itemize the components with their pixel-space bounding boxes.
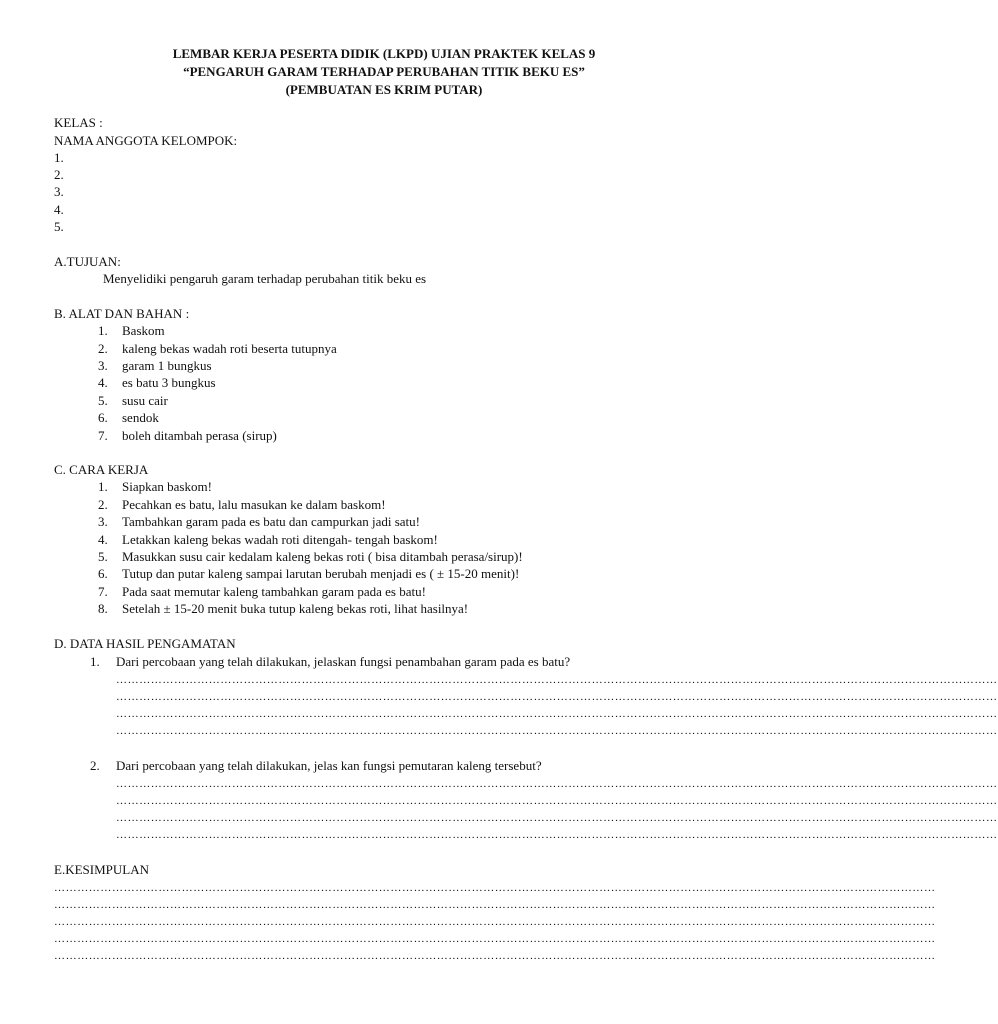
list-item: garam 1 bungkus [122, 358, 212, 373]
list-number: 6. [98, 566, 108, 581]
answer-line[interactable]: ………………………………………………………………………………………………………………………………………………………………………………………………………… [54, 916, 936, 928]
list-item: sendok [122, 410, 159, 425]
doc-title-line3: (PEMBUATAN ES KRIM PUTAR) [285, 82, 483, 97]
list-item: es batu 3 bungkus [122, 375, 216, 390]
question-number: 1. [90, 654, 100, 669]
list-item: Tambahkan garam pada es batu dan campurkan jadi satu! [122, 514, 420, 529]
list-item: Siapkan baskom! [122, 479, 212, 494]
answer-line[interactable]: ………………………………………………………………………………………………………………………………………………………………………………………………………… [116, 725, 998, 737]
answer-line[interactable]: ………………………………………………………………………………………………………………………………………………………………………………………………………… [116, 708, 998, 720]
list-item: Baskom [122, 323, 165, 338]
question-number: 2. [90, 758, 100, 773]
kelas-label: KELAS : [54, 115, 103, 130]
answer-line[interactable]: ………………………………………………………………………………………………………………………………………………………………………………………………………… [54, 950, 936, 962]
anggota-label: NAMA ANGGOTA KELOMPOK: [54, 133, 238, 148]
answer-line[interactable]: ………………………………………………………………………………………………………………………………………………………………………………………………………… [54, 933, 936, 945]
alat-heading: B. ALAT DAN BAHAN : [54, 306, 190, 321]
list-item: kaleng bekas wadah roti beserta tutupnya [122, 341, 337, 356]
list-item: Pecahkan es batu, lalu masukan ke dalam baskom! [122, 497, 386, 512]
list-item: boleh ditambah perasa (sirup) [122, 428, 277, 443]
anggota-number: 4. [54, 202, 64, 217]
kesimpulan-heading: E.KESIMPULAN [54, 862, 149, 877]
list-number: 8. [98, 601, 108, 616]
list-number: 5. [98, 549, 108, 564]
list-item: Tutup dan putar kaleng sampai larutan berubah menjadi es ( ± 15-20 menit)! [122, 566, 520, 581]
list-number: 1. [98, 323, 108, 338]
answer-line[interactable]: ………………………………………………………………………………………………………………………………………………………………………………………………………… [116, 812, 998, 824]
list-number: 3. [98, 514, 108, 529]
answer-line[interactable]: ………………………………………………………………………………………………………………………………………………………………………………………………………… [116, 829, 998, 841]
anggota-number: 1. [54, 150, 64, 165]
list-number: 4. [98, 532, 108, 547]
list-number: 4. [98, 375, 108, 390]
tujuan-heading: A.TUJUAN: [54, 254, 121, 269]
list-number: 3. [98, 358, 108, 373]
question-text: Dari percobaan yang telah dilakukan, jelaskan fungsi penambahan garam pada es batu? [116, 654, 571, 669]
list-number: 2. [98, 497, 108, 512]
answer-line[interactable]: ………………………………………………………………………………………………………………………………………………………………………………………………………… [116, 674, 998, 686]
doc-title-line2: “PENGARUH GARAM TERHADAP PERUBAHAN TITIK BEKU ES” [183, 64, 585, 79]
list-item: susu cair [122, 393, 168, 408]
list-number: 7. [98, 428, 108, 443]
list-number: 2. [98, 341, 108, 356]
list-item: Masukkan susu cair kedalam kaleng bekas roti ( bisa ditambah perasa/sirup)! [122, 549, 523, 564]
answer-line[interactable]: ………………………………………………………………………………………………………………………………………………………………………………………………………… [116, 795, 998, 807]
anggota-number: 5. [54, 219, 64, 234]
question-text: Dari percobaan yang telah dilakukan, jelas kan fungsi pemutaran kaleng tersebut? [116, 758, 542, 773]
list-number: 1. [98, 479, 108, 494]
tujuan-text: Menyelidiki pengaruh garam terhadap perubahan titik beku es [103, 271, 427, 286]
answer-line[interactable]: ………………………………………………………………………………………………………………………………………………………………………………………………………… [54, 899, 936, 911]
data-heading: D. DATA HASIL PENGAMATAN [54, 636, 236, 651]
answer-line[interactable]: ………………………………………………………………………………………………………………………………………………………………………………………………………… [116, 778, 998, 790]
list-number: 6. [98, 410, 108, 425]
cara-heading: C. CARA KERJA [54, 462, 149, 477]
answer-line[interactable]: ………………………………………………………………………………………………………………………………………………………………………………………………………… [54, 882, 936, 894]
answer-line[interactable]: ………………………………………………………………………………………………………………………………………………………………………………………………………… [116, 691, 998, 703]
doc-title-line1: LEMBAR KERJA PESERTA DIDIK (LKPD) UJIAN PRAKTEK KELAS 9 [172, 46, 596, 61]
list-item: Setelah ± 15-20 menit buka tutup kaleng bekas roti, lihat hasilnya! [122, 601, 469, 616]
list-item: Pada saat memutar kaleng tambahkan garam pada es batu! [122, 584, 426, 599]
anggota-number: 2. [54, 167, 64, 182]
list-number: 7. [98, 584, 108, 599]
list-item: Letakkan kaleng bekas wadah roti ditengah- tengah baskom! [122, 532, 438, 547]
anggota-number: 3. [54, 184, 64, 199]
list-number: 5. [98, 393, 108, 408]
